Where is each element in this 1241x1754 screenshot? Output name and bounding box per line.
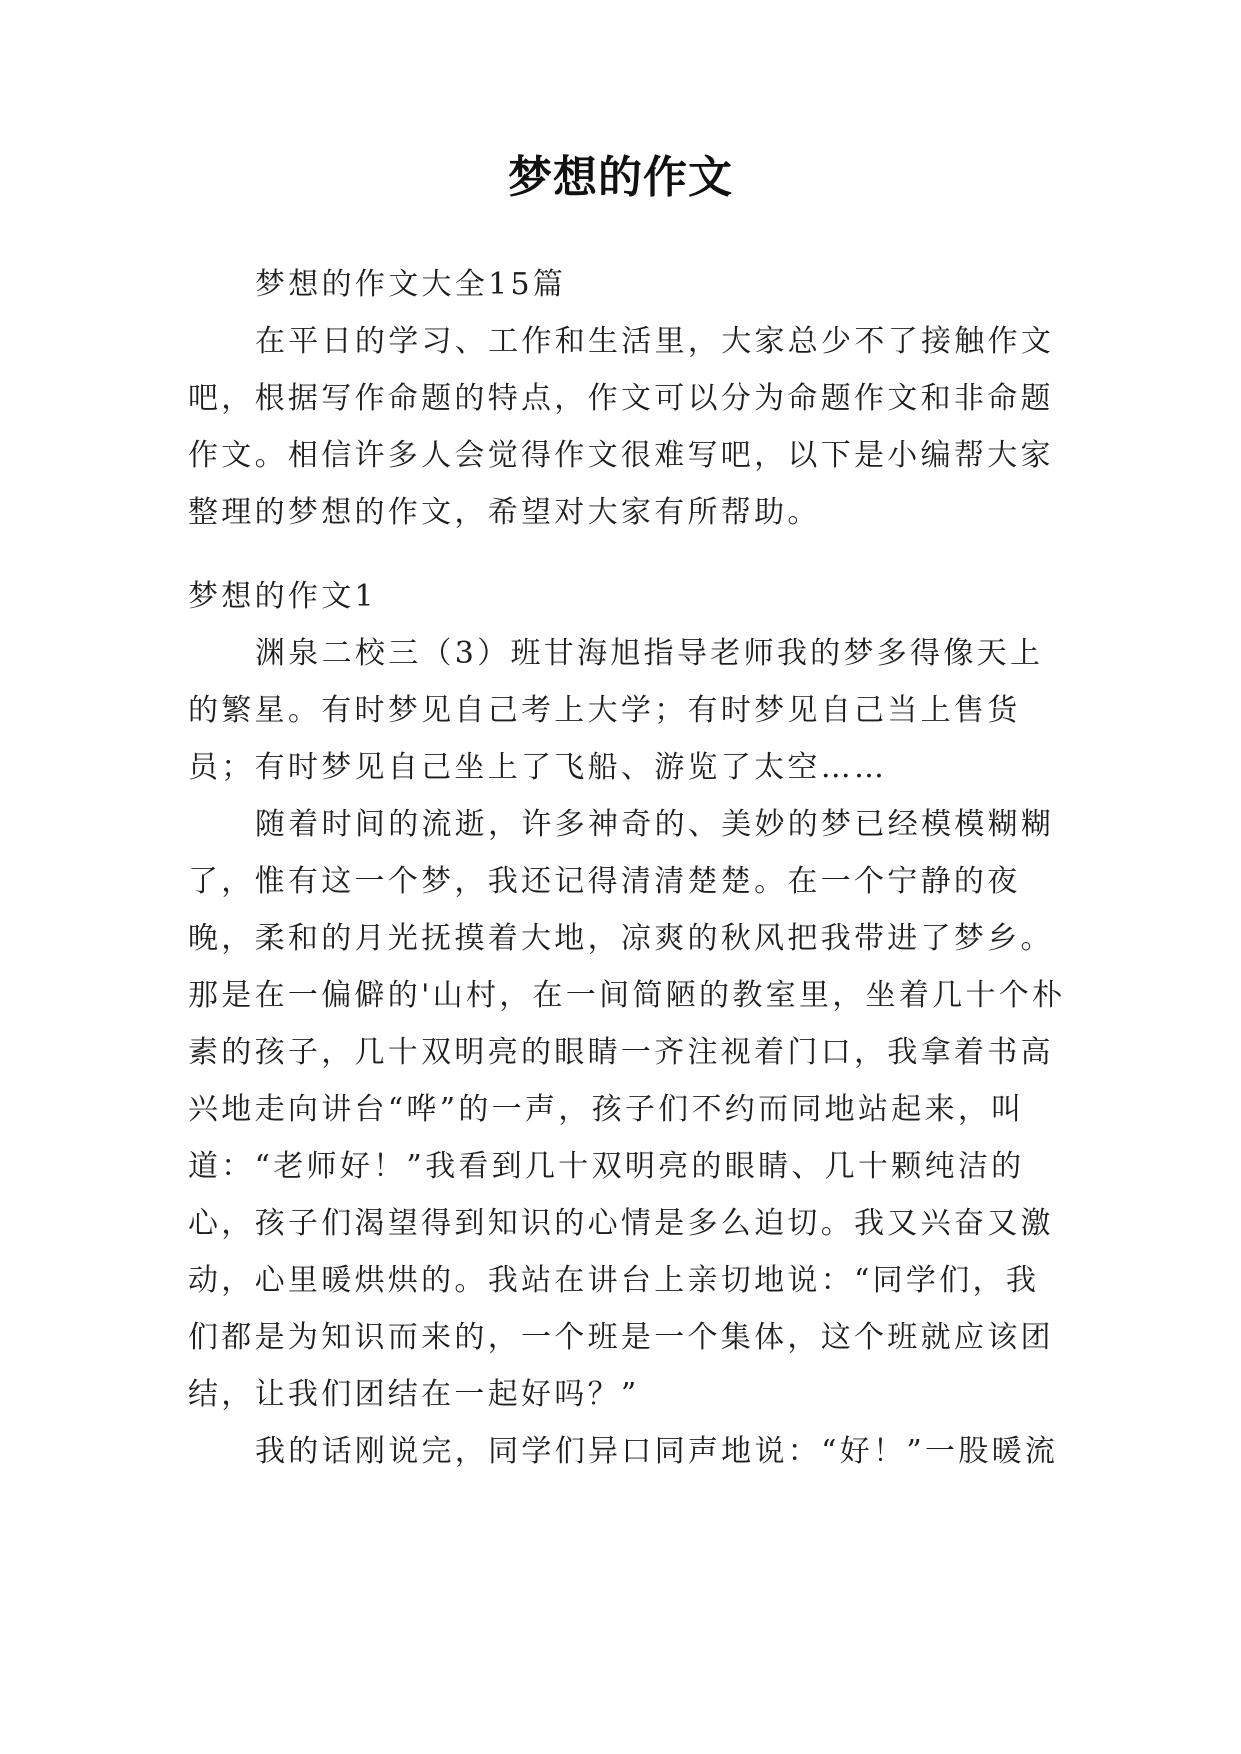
essay-paragraph: 渊泉二校三（3）班甘海旭指导老师我的梦多得像天上的繁星。有时梦见自己考上大学；有时梦见自己当上售货员；有时梦见自己坐上了飞船、游览了太空…… <box>188 636 1044 785</box>
essay-block <box>188 568 1068 1480</box>
section-heading: 梦想的作文1 <box>188 579 377 614</box>
essay-paragraph: 随着时间的流逝，许多神奇的、美妙的梦已经模模糊糊了，惟有这一个梦，我还记得清清楚楚。在一个宁静的夜晚，柔和的月光抚摸着大地，凉爽的秋风把我带进了梦乡。那是在一偏僻的'山村，在一间简陋的教室里，坐着几十个朴素的孩子，几十双明亮的眼睛一齐注视着门口，我拿着书高兴地走向讲台“哗”的一声，孩子们不约而同地站起来，叫道：“老师好！”我看到几十双明亮的眼睛、几十颗纯洁的心，孩子们渴望得到知识的心情是多么迫切。我又兴奋又激动，心里暖烘烘的。我站在讲台上亲切地说：“同学们，我们都是为知识而来的，一个班是一个集体，这个班就应该团结，让我们团结在一起好吗？” <box>188 807 1066 1412</box>
essay-paragraph: 我的话刚说完，同学们异口同声地说：“好！”一股暖流 <box>255 1434 1059 1469</box>
document-title: 梦想的作文 <box>508 152 733 203</box>
intro-block <box>188 256 1068 541</box>
intro-subtitle: 梦想的作文大全15篇 <box>255 267 567 302</box>
intro-paragraph: 在平日的学习、工作和生活里，大家总少不了接触作文吧，根据写作命题的特点，作文可以分为命题作文和非命题作文。相信许多人会觉得作文很难写吧，以下是小编帮大家整理的梦想的作文，希望对大家有所帮助。 <box>188 324 1055 530</box>
